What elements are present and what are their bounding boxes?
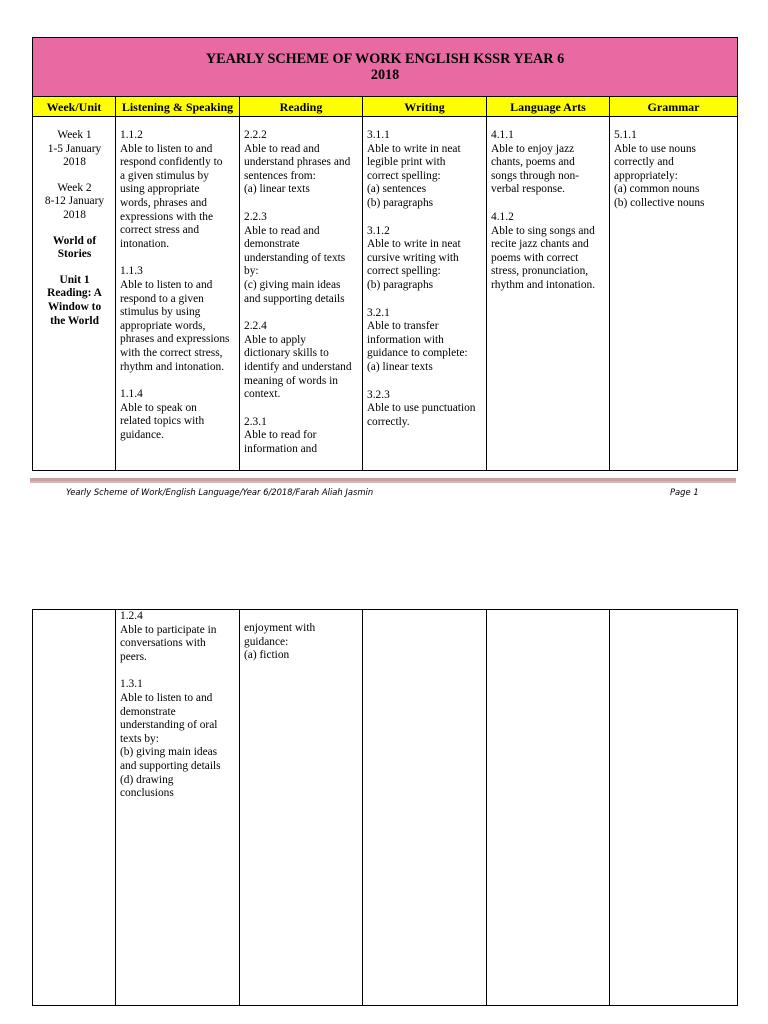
skill-block: 3.2.3 Able to use punctuation correctly. [367, 388, 476, 428]
skill-block: 4.1.2 Able to sing songs and recite jazz chants and poems with correct stress, pronunciation, rhythm and intonation. [491, 210, 596, 291]
skill-block: 1.1.4 Able to speak on related topics with guidance. [120, 388, 205, 441]
language-arts-cell [487, 610, 610, 1006]
scheme-table-page1 [32, 37, 738, 471]
footer-page-number: Page 1 [670, 487, 699, 497]
skill-block: enjoyment with guidance: (a) fiction [244, 622, 316, 662]
header-reading: Reading [240, 97, 363, 117]
skill-block: 2.2.3 Able to read and demonstrate understanding of texts by: (c) giving main ideas and supporting details [244, 210, 346, 305]
language-arts-cell [487, 117, 610, 471]
skill-block: 1.3.1 Able to listen to and demonstrate understanding of oral texts by: (b) giving main ideas and supporting details (d) drawing conclusions [120, 678, 221, 800]
header-language-arts: Language Arts [487, 97, 610, 117]
header-listening-speaking: Listening & Speaking [116, 97, 240, 117]
writing-cell [363, 117, 487, 471]
grammar-cell [610, 610, 738, 1006]
week-1-dates: Week 1 1-5 January 2018 [47, 129, 102, 169]
grammar-cell [610, 117, 738, 471]
skill-block: 2.2.4 Able to apply dictionary skills to identify and understand meaning of words in context. [244, 320, 352, 401]
skill-block: 1.1.2 Able to listen to and respond confidently to a given stimulus by using appropriate words, phrases and expressions with the correct stress and intonation. [120, 129, 223, 250]
scheme-table-page2 [32, 609, 738, 1006]
title-line-1: YEARLY SCHEME OF WORK ENGLISH KSSR YEAR 6 [205, 51, 565, 67]
header-grammar: Grammar [610, 97, 738, 117]
footer-divider-secondary [30, 481, 736, 483]
header-writing: Writing [363, 97, 487, 117]
reading-cell [240, 610, 363, 1006]
title-line-2: 2018 [370, 67, 400, 83]
footer-document-info: Yearly Scheme of Work/English Language/Year 6/2018/Farah Aliah Jasmin [66, 487, 374, 497]
writing-cell [363, 610, 487, 1006]
week-2-dates: Week 2 8-12 January 2018 [44, 181, 105, 221]
skill-block: 3.2.1 Able to transfer information with guidance to complete: (a) linear texts [367, 306, 468, 373]
skill-block: 1.2.4 Able to participate in conversations with peers. [120, 610, 217, 663]
skill-block: 3.1.1 Able to write in neat legible print with correct spelling: (a) sentences (b) paragraphs [367, 129, 461, 209]
skill-block: 2.3.1 Able to read for information and [244, 415, 318, 455]
unit-label: Unit 1 Reading: A Window to the World [47, 273, 102, 327]
listening-speaking-cell [116, 610, 240, 1006]
week-unit-cell [33, 117, 116, 471]
skill-block: 4.1.1 Able to enjoy jazz chants, poems and songs through non- verbal response. [491, 129, 579, 196]
document-title [33, 38, 738, 97]
skill-block: 2.2.2 Able to read and understand phrases and sentences from: (a) linear texts [244, 129, 351, 196]
week-unit-cell [33, 610, 116, 1006]
theme-label: World of Stories [52, 234, 97, 261]
reading-cell [240, 117, 363, 471]
listening-speaking-cell [116, 117, 240, 471]
header-week-unit: Week/Unit [33, 97, 116, 117]
skill-block: 3.1.2 Able to write in neat cursive writing with correct spelling: (b) paragraphs [367, 224, 461, 291]
skill-block: 5.1.1 Able to use nouns correctly and appropriately: (a) common nouns (b) collective nouns [614, 129, 705, 209]
skill-block: 1.1.3 Able to listen to and respond to a given stimulus by using appropriate words, phrases and expressions with the correct stress, rhythm and intonation. [120, 265, 230, 373]
